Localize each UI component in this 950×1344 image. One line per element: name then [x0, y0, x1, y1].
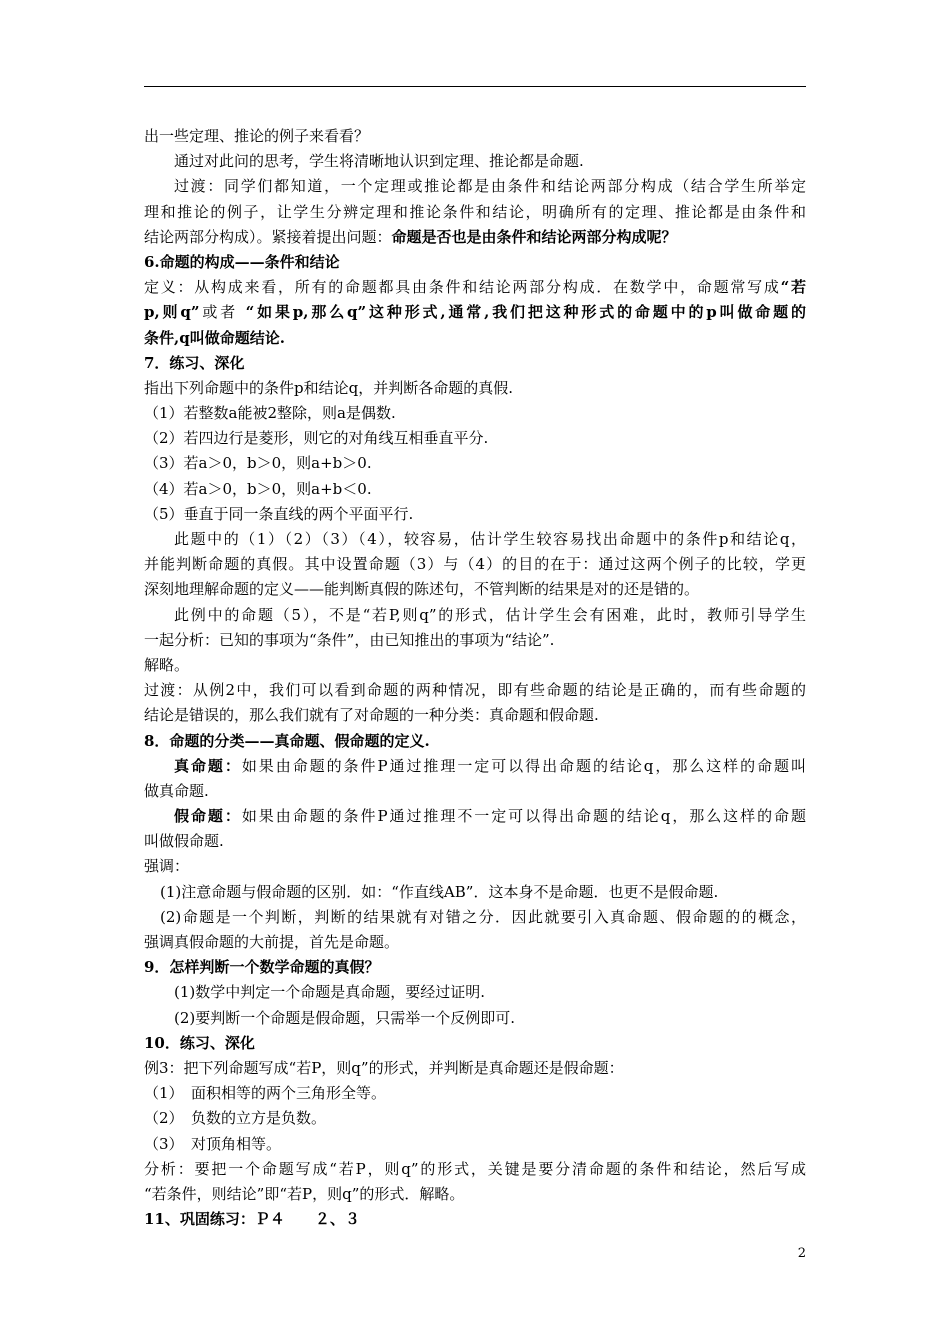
question-emphasis: 命题是否也是由条件和结论两部分构成呢？ — [391, 227, 677, 246]
list-item: （5）垂直于同一条直线的两个平面平行. — [144, 504, 414, 523]
text-line — [144, 804, 806, 829]
text-line: 并能判断命题的真假。其中设置命题（3）与（4）的目的在于：通过这两个例子的比较，学更 — [144, 555, 806, 574]
text-line: 过渡：从例2中，我们可以看到命题的两种情况，即有些命题的结论是正确的，而有些命题的 — [144, 681, 806, 700]
text-span-bold: “如果p,那么q”这种形式,通常,我们把这种形式的命题中的p叫做命题的 — [245, 303, 806, 322]
list-item: （3） 对顶角相等。 — [144, 1134, 282, 1153]
text-span: 如果由命题的条件P通过推理一定可以得出命题的结论q，那么这样的命题叫 — [241, 756, 806, 775]
section-heading-10: 10．练习、深化 — [144, 1033, 255, 1052]
term-true-proposition: 真命题： — [174, 756, 242, 775]
text-line — [144, 300, 806, 325]
list-item: （4）若a＞0，b＞0，则a+b＜0. — [144, 479, 372, 498]
text-line: 出一些定理、推论的例子来看看？ — [144, 127, 370, 145]
text-span: 定义：从构成来看，所有的命题都具由条件和结论两部分构成．在数学中，命题常写成 — [144, 278, 781, 297]
document-body — [144, 124, 806, 1232]
text-line: 叫做假命题. — [144, 832, 224, 851]
section-heading-9: 9．怎样判断一个数学命题的真假？ — [144, 958, 380, 977]
page-number: 2 — [797, 1246, 806, 1261]
text-span-bold: “若 — [780, 278, 806, 297]
list-item: （2）若四边行是菱形，则它的对角线互相垂直平分. — [144, 429, 489, 448]
text-line: 过渡：同学们都知道，一个定理或推论都是由条件和结论两部分构成（结合学生所举定 — [174, 177, 806, 196]
text-span: 如果由命题的条件P通过推理不一定可以得出命题的结论q，那么这样的命题 — [241, 807, 806, 826]
list-item: （3）若a＞0，b＞0，则a+b＞0. — [144, 454, 372, 473]
text-line: (2)命题是一个判断，判断的结果就有对错之分．因此就要引入真命题、假命题的的概念， — [160, 907, 806, 926]
section-heading-6: 6.命题的构成——条件和结论 — [144, 252, 340, 271]
section-heading-11: 11、巩固练习：Ｐ４ ２、３ — [144, 1210, 360, 1229]
text-line — [144, 754, 806, 779]
text-line: 指出下列命题中的条件p和结论q，并判断各命题的真假. — [144, 378, 513, 397]
section-heading-8: 8．命题的分类——真命题、假命题的定义. — [144, 731, 430, 750]
header-rule — [144, 86, 806, 87]
text-line: 做真命题. — [144, 781, 209, 800]
text-line: 结论是错误的，那么我们就有了对命题的一种分类：真命题和假命题. — [144, 706, 599, 725]
text-line: 理和推论的例子，让学生分辨定理和推论条件和结论，明确所有的定理、推论都是由条件和 — [144, 202, 806, 221]
text-line: 一起分析：已知的事项为“条件”，由已知推出的事项为“结论”. — [144, 630, 555, 649]
text-span: 结论两部分构成）。紧接着提出问题： — [144, 227, 392, 246]
text-line: (2)要判断一个命题是假命题，只需举一个反例即可. — [174, 1008, 516, 1027]
list-item: （2） 负数的立方是负数。 — [144, 1109, 327, 1128]
text-line: 强调： — [144, 857, 190, 876]
text-span: 或者 — [199, 303, 246, 322]
text-line — [144, 275, 806, 300]
list-item: （1） 面积相等的两个三角形全等。 — [144, 1084, 387, 1103]
text-line: (1)数学中判定一个命题是真命题，要经过证明. — [174, 983, 486, 1002]
text-line: 此例中的命题（5），不是“若P,则q”的形式，估计学生会有困难，此时，教师引导学生 — [174, 605, 806, 624]
term-false-proposition: 假命题： — [174, 807, 242, 826]
section-heading-7: 7．练习、深化 — [144, 353, 245, 372]
text-line: (1)注意命题与假命题的区别．如：“作直线AB”．这本身不是命题．也更不是假命题. — [160, 882, 719, 901]
text-span-bold: p,则q” — [144, 303, 200, 322]
text-line — [144, 225, 806, 250]
text-line: 此题中的（1）（2）（3）（4），较容易，估计学生较容易找出命题中的条件p和结论q， — [174, 530, 806, 548]
text-line: 强调真假命题的大前提，首先是命题。 — [144, 933, 400, 951]
text-line: 深刻地理解命题的定义——能判断真假的陈述句，不管判断的结果是对的还是错的。 — [144, 580, 700, 599]
text-line: 例3：把下列命题写成“若P，则q”的形式，并判断是真命题还是假命题： — [144, 1058, 624, 1077]
text-line: “若条件，则结论”即“若P，则q”的形式．解略。 — [144, 1184, 465, 1203]
list-item: （1）若整数a能被2整除，则a是偶数. — [144, 404, 396, 423]
text-line: 分析：要把一个命题写成“若P，则q”的形式，关键是要分清命题的条件和结论，然后写成 — [144, 1159, 806, 1178]
text-line: 通过对此问的思考，学生将清晰地认识到定理、推论都是命题. — [174, 152, 584, 171]
text-line: 条件,q叫做命题结论. — [144, 328, 285, 347]
text-line: 解略。 — [144, 655, 190, 674]
